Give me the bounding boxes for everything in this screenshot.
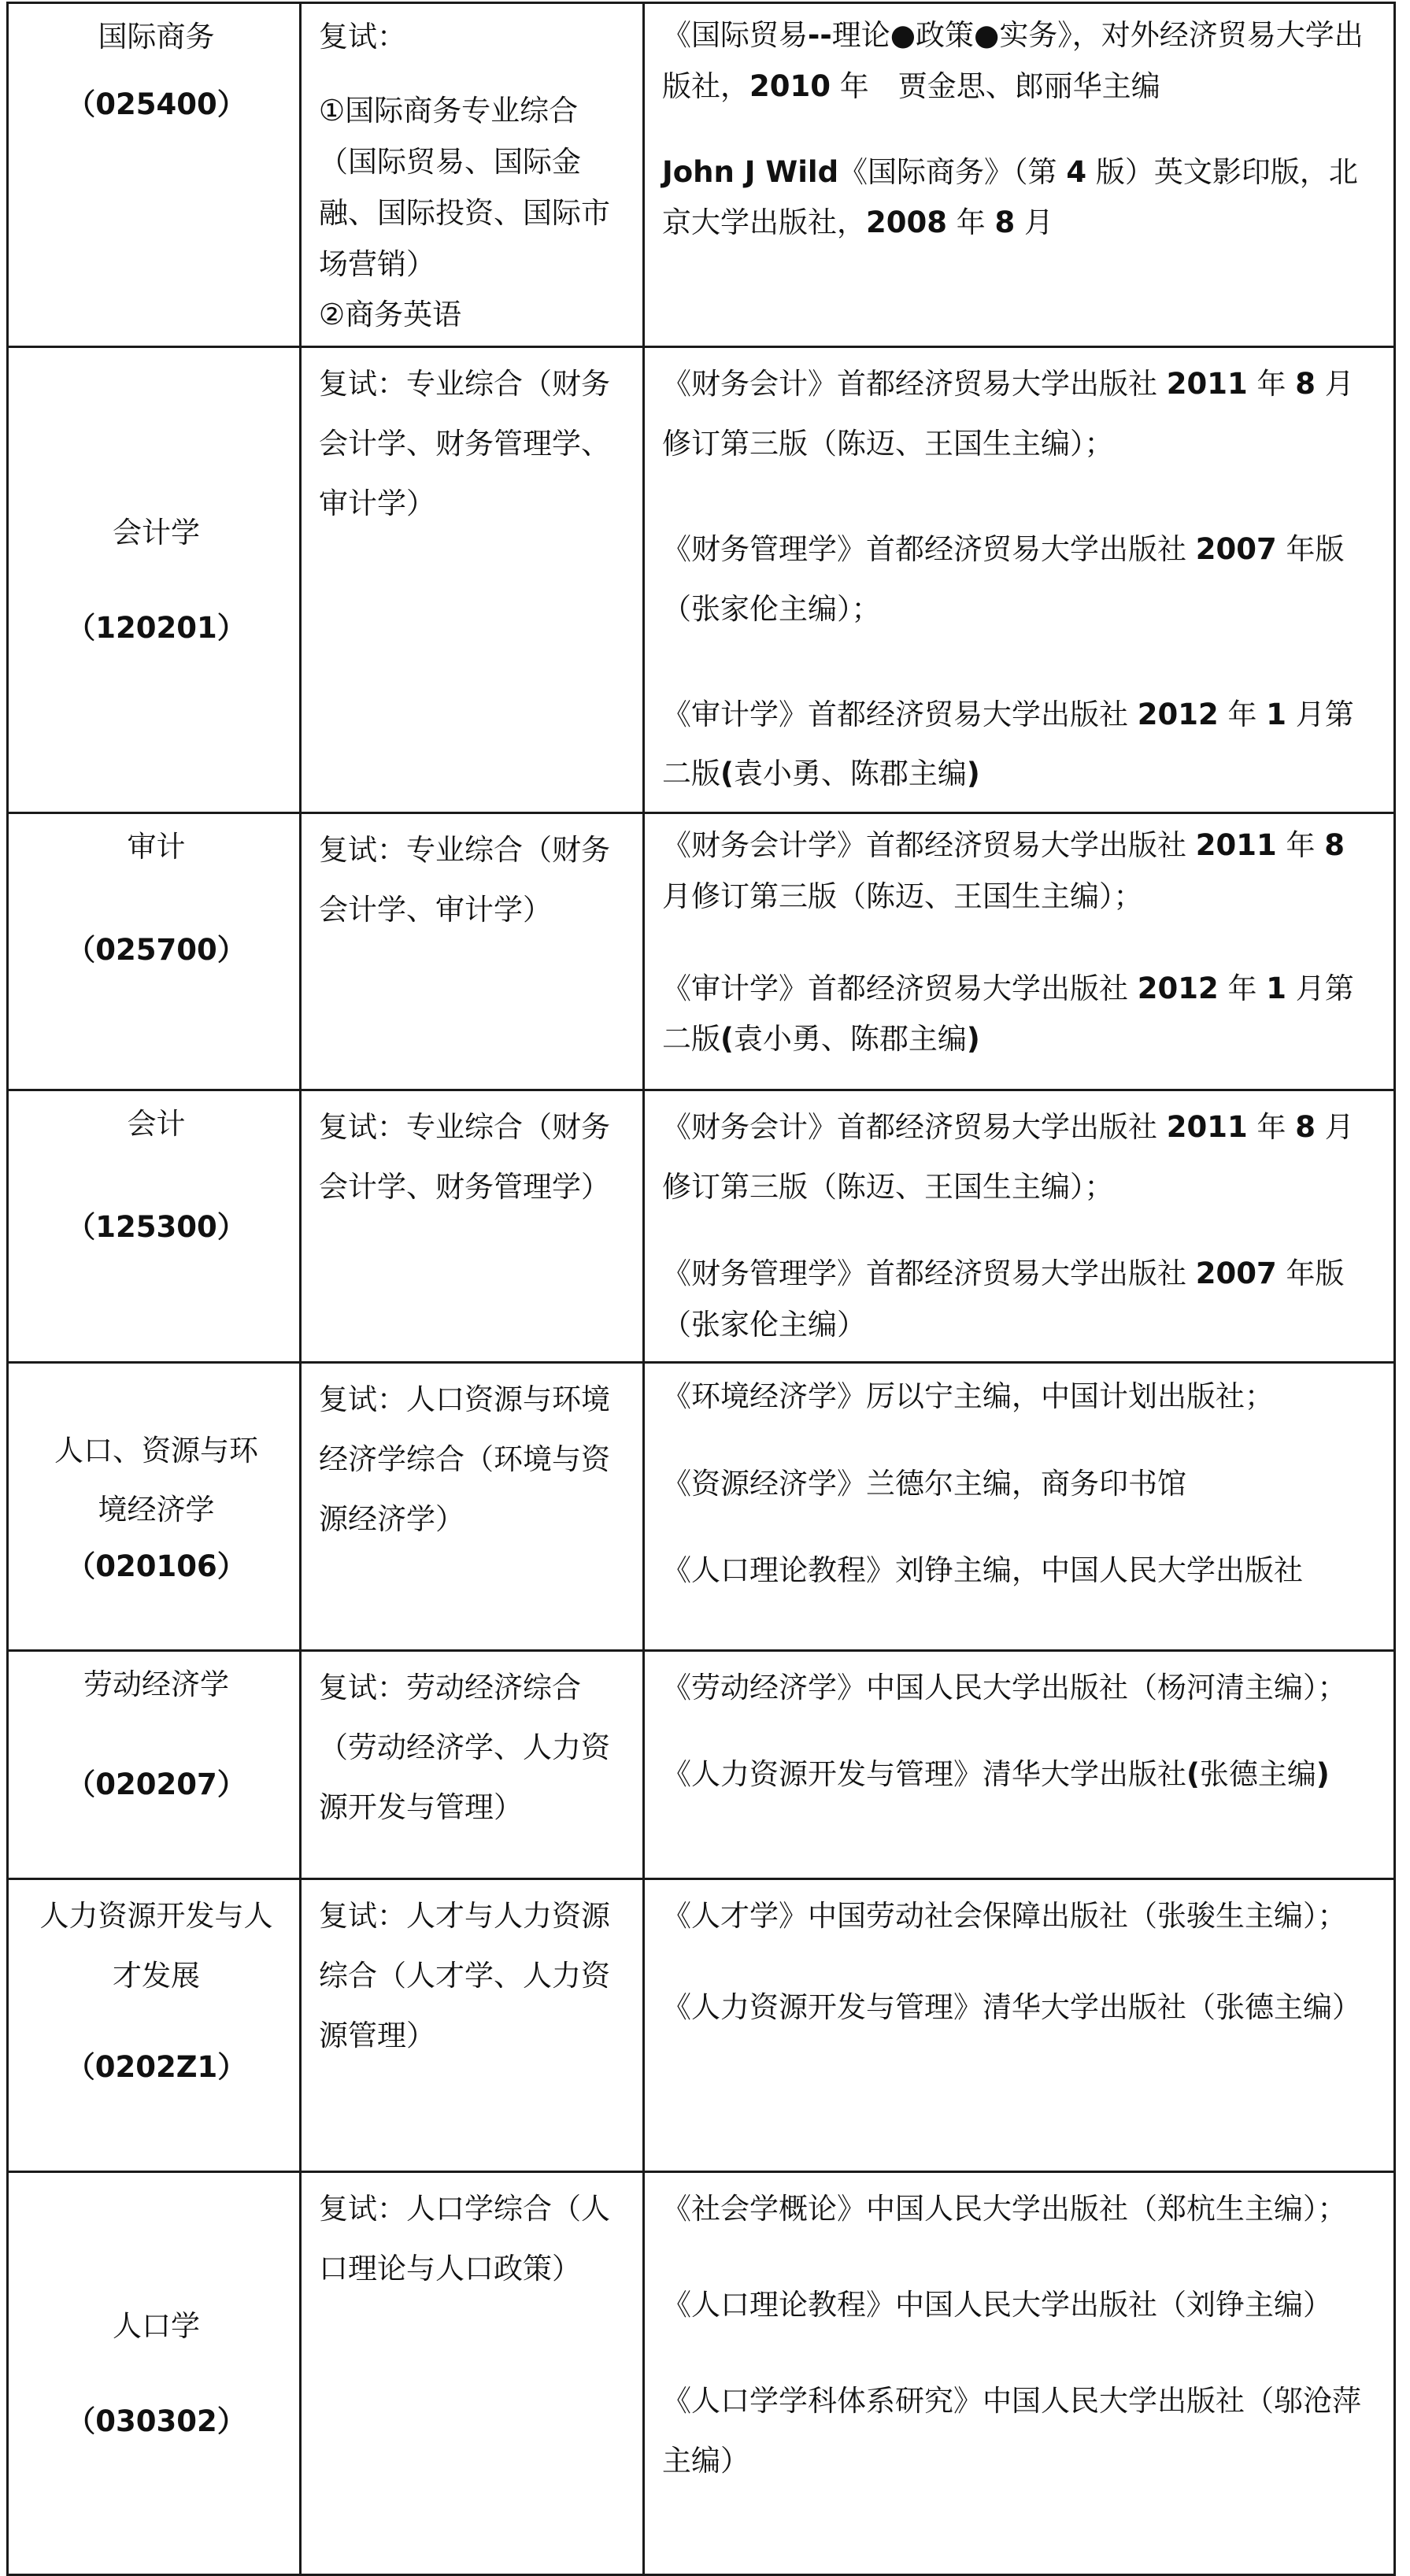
exam-line: 复试：人才与人力资源综合（人才学、人力资源管理） [319,1899,610,2052]
book-entry: 《审计学》首都经济贸易大学出版社 2012 年 1 月第二版(袁小勇、陈郡主编) [662,971,1354,1057]
major-name: 人力资源开发与人才发展 [39,1899,273,1993]
table-row [8,1651,1395,1879]
exam-line: ①国际商务专业综合（国际贸易、国际金融、国际投资、国际市场营销） [319,94,610,281]
major-cell [8,1363,301,1651]
major-cell [8,2172,301,2575]
book-entry: 《劳动经济学》中国人民大学出版社（杨河清主编）； [662,1671,1347,1705]
exam-cell [301,2172,644,2575]
book-entry: 《人口理论教程》刘铮主编，中国人民大学出版社 [662,1553,1303,1588]
major-code: （020207） [66,1767,246,1801]
exam-cell [301,813,644,1090]
major-name: 国际商务 [98,20,215,54]
table-row [8,1090,1395,1363]
book-entry: 《国际贸易--理论●政策●实务》，对外经济贸易大学出版社，2010 年 贾金思、郎丽华主编 [662,18,1364,103]
syllabus-table [6,2,1396,2576]
exam-line: 复试：专业综合（财务会计学、审计学） [319,833,610,927]
table-row [8,813,1395,1090]
book-entry: 《审计学》首都经济贸易大学出版社 2012 年 1 月第二版(袁小勇、陈郡主编) [662,697,1354,791]
table-row [8,3,1395,347]
table-row [8,347,1395,813]
exam-line: ②商务英语 [319,298,462,332]
exam-cell [301,347,644,813]
major-code: （025700） [66,932,246,967]
major-code: （030302） [66,2404,246,2438]
major-code: （0202Z1） [65,2049,247,2084]
book-entry: 《人力资源开发与管理》清华大学出版社(张德主编) [662,1757,1330,1792]
books-cell [644,1090,1395,1363]
book-entry: 《财务会计》首都经济贸易大学出版社 2011 年 8 月修订第三版（陈迈、王国生主编）； [662,1110,1354,1205]
book-entry: 《财务管理学》首都经济贸易大学出版社 2007 年版（张家伦主编） [662,1256,1345,1342]
major-cell [8,3,301,347]
book-entry: 《财务会计》首都经济贸易大学出版社 2011 年 8 月修订第三版（陈迈、王国生主编）； [662,367,1354,461]
table-row [8,1879,1395,2172]
table-row [8,2172,1395,2575]
exam-cell [301,1651,644,1879]
books-cell [644,3,1395,347]
exam-line: 复试：人口学综合（人口理论与人口政策） [319,2192,610,2286]
books-cell [644,347,1395,813]
book-entry: 《资源经济学》兰德尔主编，商务印书馆 [662,1466,1186,1501]
book-entry: John J Wild《国际商务》（第 4 版）英文影印版，北京大学出版社，2008 年 8 月 [662,154,1358,240]
books-cell [644,2172,1395,2575]
major-name: 审计 [127,830,186,864]
major-name: 劳动经济学 [83,1667,229,1702]
exam-cell [301,3,644,347]
major-code: （025400） [66,87,246,122]
major-name: 会计 [127,1107,186,1142]
major-name: 会计学 [113,516,200,550]
book-entry: 《人力资源开发与管理》清华大学出版社（张德主编） [662,1990,1361,2025]
major-cell [8,813,301,1090]
book-entry: 《人口学学科体系研究》中国人民大学出版社（邬沧萍主编） [662,2384,1361,2478]
major-code: （020106） [66,1549,246,1584]
major-name: 人口、资源与环境经济学 [54,1433,258,1527]
exam-cell [301,1363,644,1651]
major-cell [8,1651,301,1879]
exam-line: 复试： [319,20,406,54]
books-cell [644,1363,1395,1651]
books-cell [644,1879,1395,2172]
books-cell [644,813,1395,1090]
book-entry: 《人口理论教程》中国人民大学出版社（刘铮主编） [662,2288,1332,2322]
exam-line: 复试：专业综合（财务会计学、财务管理学） [319,1110,610,1205]
book-entry: 《财务会计学》首都经济贸易大学出版社 2011 年 8 月修订第三版（陈迈、王国生主编）； [662,828,1345,913]
major-cell [8,1090,301,1363]
exam-line: 复试：人口资源与环境经济学综合（环境与资源经济学） [319,1382,610,1536]
major-cell [8,347,301,813]
exam-line: 复试：专业综合（财务会计学、财务管理学、审计学） [319,367,610,520]
major-cell [8,1879,301,2172]
major-name: 人口学 [113,2309,200,2344]
major-code: （120201） [66,610,246,645]
book-entry: 《财务管理学》首都经济贸易大学出版社 2007 年版（张家伦主编）； [662,531,1345,626]
exam-cell [301,1879,644,2172]
table-row [8,1363,1395,1651]
exam-line: 复试：劳动经济综合（劳动经济学、人力资源开发与管理） [319,1671,610,1824]
exam-cell [301,1090,644,1363]
major-code: （125300） [66,1209,246,1244]
book-entry: 《社会学概论》中国人民大学出版社（郑杭生主编）； [662,2192,1347,2226]
books-cell [644,1651,1395,1879]
book-entry: 《环境经济学》厉以宁主编，中国计划出版社； [662,1379,1274,1414]
book-entry: 《人才学》中国劳动社会保障出版社（张骏生主编）； [662,1899,1347,1934]
